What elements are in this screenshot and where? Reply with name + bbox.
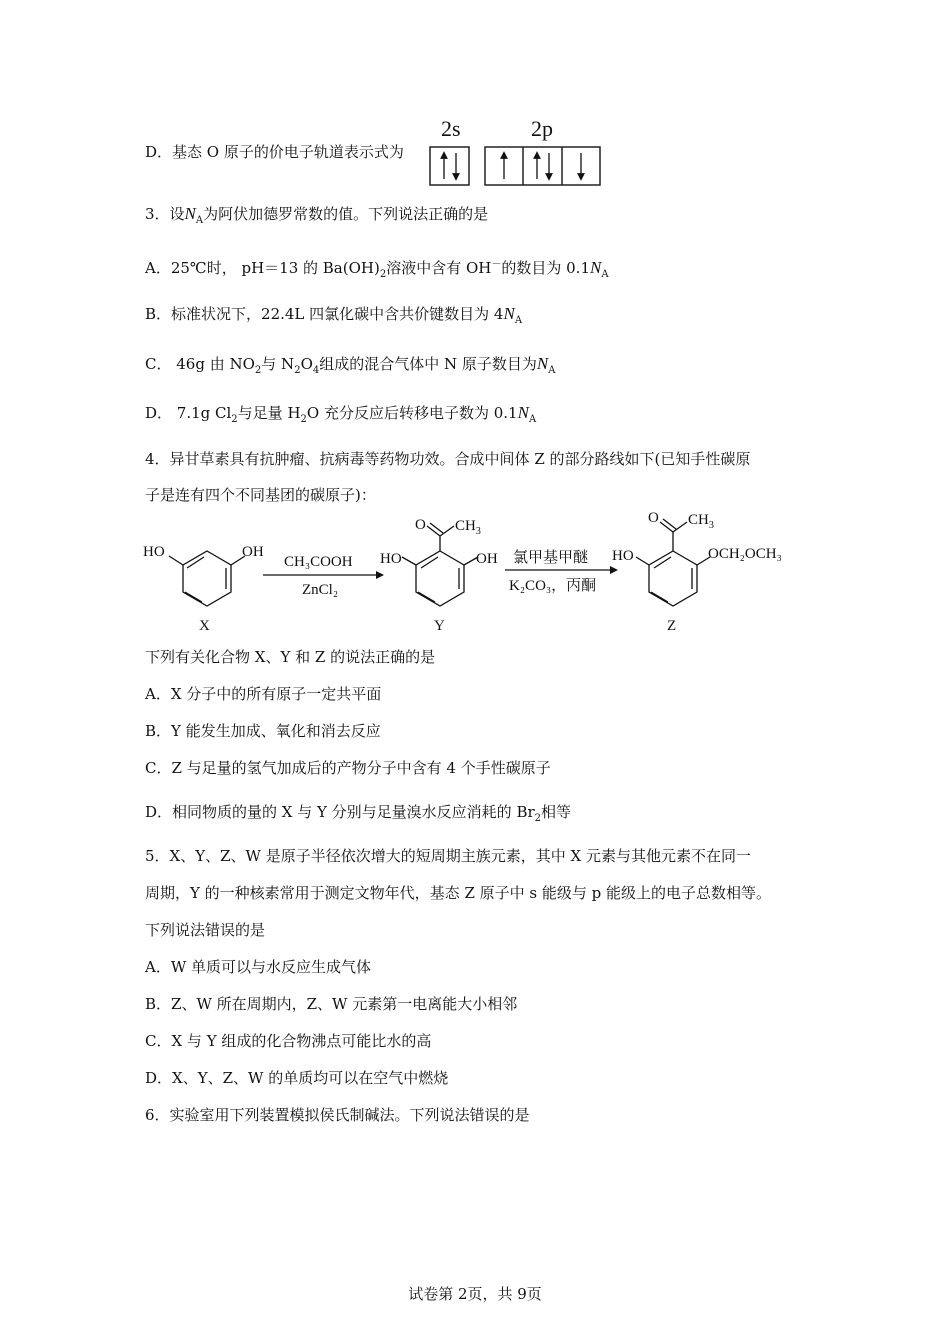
orbital-box-2p [485, 147, 600, 185]
q5-stem-line3: 下列说法错误的是 [145, 921, 266, 939]
compound-z [636, 519, 710, 606]
orbital-label-2p: 2p [531, 116, 553, 141]
q6-stem: 6．实验室用下列装置模拟侯氏制碱法。下列说法错误的是 [145, 1106, 530, 1124]
q5-option-a: A．W 单质可以与水反应生成气体 [145, 958, 372, 976]
reagent-1-top: CH₃COOH [284, 554, 353, 570]
y-o-label: O [415, 517, 426, 533]
z-ch3-label: $CH_3$ [688, 512, 714, 531]
y-oh-label: OH [476, 551, 498, 567]
z-label: Z [667, 618, 677, 634]
y-label: Y [434, 618, 445, 634]
compound-x [169, 551, 245, 606]
q4-stem-line2: 子是连有四个不同基团的碳原子)： [145, 486, 376, 504]
orbital-box-2s [430, 147, 469, 185]
orbital-diagram [425, 143, 610, 188]
q5-option-d: D．X、Y、Z、W 的单质均可以在空气中燃烧 [145, 1069, 449, 1087]
q5-option-c: C．X 与 Y 组成的化合物沸点可能比水的高 [145, 1032, 432, 1050]
y-ch3-label: $CH_3$ [455, 518, 481, 537]
reagent-2-bottom: K₂CO₃，丙酮 [509, 578, 597, 594]
z-ho-label: HO [612, 548, 634, 564]
option-d-orbital-text: D．基态 O 原子的价电子轨道表示式为 [145, 143, 404, 161]
q3-option-a: A．25℃时， pH＝13 的 $Ba(OH)_2$溶液中含有 OH－的数目为 $0.1N_A$ [145, 258, 609, 280]
q3-option-c: C． 46g 由 $NO_2$与 $N_2O_4$组成的混合气体中 N 原子数目为$N_A$ [145, 354, 556, 376]
z-och2och3-label: OCH₂OCH₃ [708, 546, 782, 562]
q4-stem-line1: 4．异甘草素具有抗肿瘤、抗病毒等药物功效。合成中间体 Z 的部分路线如下(已知手性碳原 [145, 450, 751, 468]
y-ho-label: HO [380, 551, 402, 567]
x-ho-label: HO [143, 544, 165, 560]
q4-option-c: C．Z 与足量的氢气加成后的产物分子中含有 4 个手性碳原子 [145, 759, 551, 777]
q4-option-b: B．Y 能发生加成、氧化和消去反应 [145, 722, 381, 740]
orbital-label-2s: 2s [441, 116, 461, 141]
reagent-1-bottom: ZnCl₂ [302, 582, 339, 598]
q3-option-d: D． 7.1g $Cl_2$与足量 $H_2O$ 充分反应后转移电子数为 $0.1N_A$ [145, 403, 537, 425]
x-label: X [199, 618, 210, 634]
reagent-2-top: 氯甲基甲醚 [513, 550, 589, 566]
page-footer: 试卷第 2页，共 9页 [408, 1285, 542, 1303]
x-oh-label: OH [242, 544, 264, 560]
q3-stem: 3．设$N_A$为阿伏加德罗常数的值。下列说法正确的是 [145, 204, 489, 226]
q5-option-b: B．Z、W 所在周期内，Z、W 元素第一电离能大小相邻 [145, 995, 518, 1013]
q4-option-a: A．X 分子中的所有原子一定共平面 [145, 685, 382, 703]
z-o-label: O [648, 510, 659, 526]
q4-option-d: D．相同物质的量的 X 与 Y 分别与足量溴水反应消耗的 $Br_2$相等 [145, 803, 572, 824]
q5-stem-line2: 周期，Y 的一种核素常用于测定文物年代，基态 Z 原子中 s 能级与 p 能级上的电子总数相等。 [145, 884, 772, 902]
q3-option-b: B．标准状况下，22.4L 四氯化碳中含共价键数目为 $4N_A$ [145, 304, 523, 326]
q4-prompt: 下列有关化合物 X、Y 和 Z 的说法正确的是 [145, 648, 436, 666]
q5-stem-line1: 5．X、Y、Z、W 是原子半径依次增大的短周期主族元素，其中 X 元素与其他元素不在同一 [145, 847, 751, 865]
